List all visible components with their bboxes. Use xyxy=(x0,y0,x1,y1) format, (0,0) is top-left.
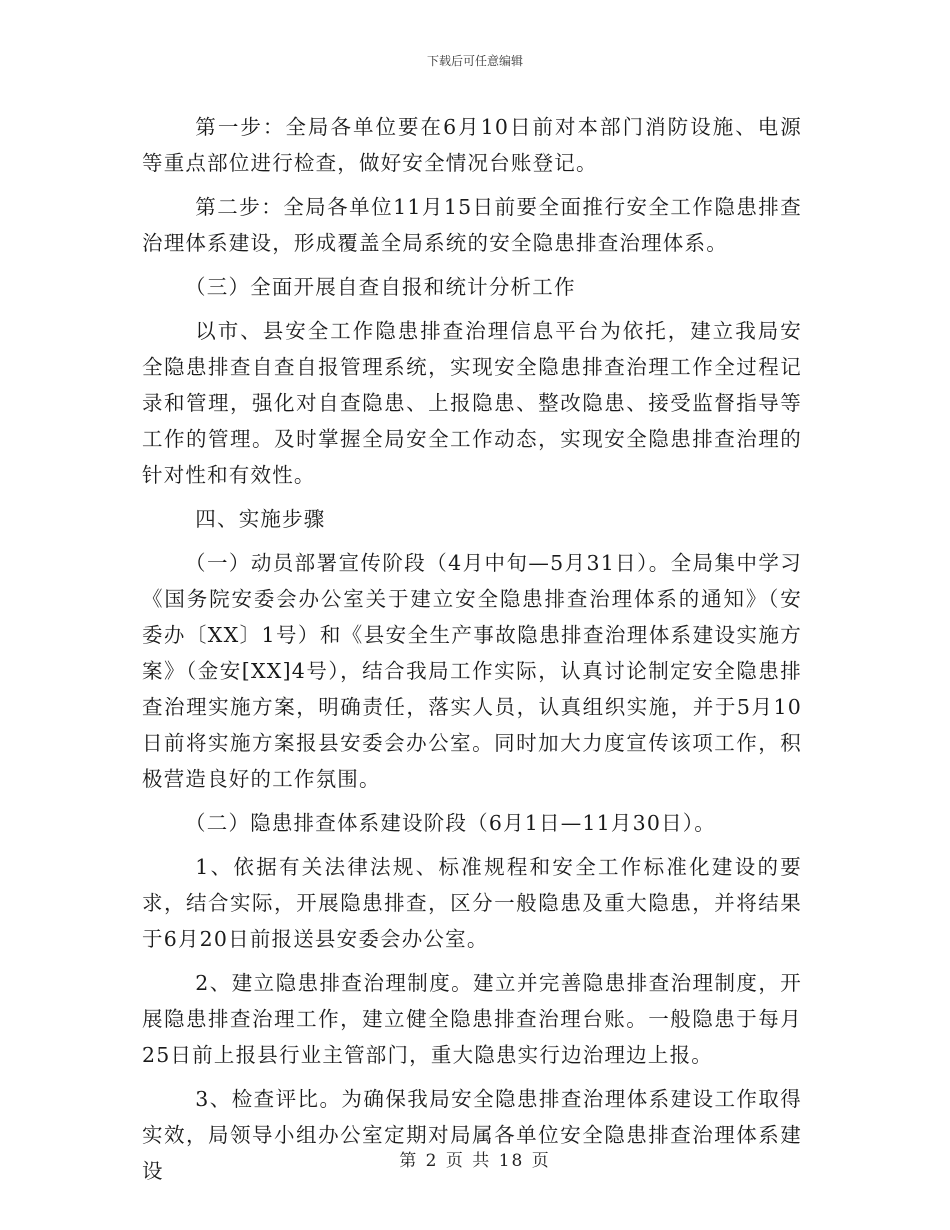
paragraph-item-one: 1、依据有关法律法规、标准规程和安全工作标准化建设的要求，结合实际，开展隐患排查，区分一般隐患及重大隐患，并将结果于6月20日前报送县安委会办公室。 xyxy=(142,855,802,951)
section-heading-self-check: （三）全面开展自查自报和统计分析工作 xyxy=(185,275,576,299)
paragraph-mobilization: （一）动员部署宣传阶段（4月中旬—5月31日）。全局集中学习《国务院安委会办公室关于建立安全隐患排查治理体系的通知》（安委办〔XX〕1号）和《县安全生产事故隐患排查治理体系建设实施方案》（金安[XX]4号），结合我局工作实际，认真讨论制定安全隐患排查治理实施方案，明确责任，落实人员，认真组织实施，并于5月10日前将实施方案报县安委会办公室。同时加大力度宣传该项工作，积极营造良好的工作氛围。 xyxy=(142,551,802,791)
paragraph-item-two: 2、建立隐患排查治理制度。建立并完善隐患排查治理制度，开展隐患排查治理工作，建立健全隐患排查治理台账。一般隐患于每月25日前上报县行业主管部门，重大隐患实行边治理边上报。 xyxy=(142,971,802,1067)
paragraph-platform: 以市、县安全工作隐患排查治理信息平台为依托，建立我局安全隐患排查自查自报管理系统，实现安全隐患排查治理工作全过程记录和管理，强化对自查隐患、上报隐患、整改隐患、接受监督指导等工作的管理。及时掌握全局安全工作动态，实现安全隐患排查治理的针对性和有效性。 xyxy=(142,319,802,487)
paragraph-step-one: 第一步：全局各单位要在6月10日前对本部门消防设施、电源等重点部位进行检查，做好安全情况台账登记。 xyxy=(142,115,802,175)
page-header-note: 下载后可任意编辑 xyxy=(426,54,523,68)
paragraph-step-two: 第二步：全局各单位11月15日前要全面推行安全工作隐患排查治理体系建设，形成覆盖全局系统的安全隐患排查治理体系。 xyxy=(142,195,802,255)
document-body xyxy=(142,109,802,1197)
page-number: 第 2 页 共 18 页 xyxy=(399,1151,551,1171)
paragraph-system-building: （二）隐患排查体系建设阶段（6月1日—11月30日）。 xyxy=(185,811,716,835)
section-heading-implementation: 四、实施步骤 xyxy=(195,507,326,531)
paragraph-item-three: 3、检查评比。为确保我局安全隐患排查治理体系建设工作取得实效，局领导小组办公室定期对局属各单位安全隐患排查治理体系建设 xyxy=(142,1087,802,1183)
